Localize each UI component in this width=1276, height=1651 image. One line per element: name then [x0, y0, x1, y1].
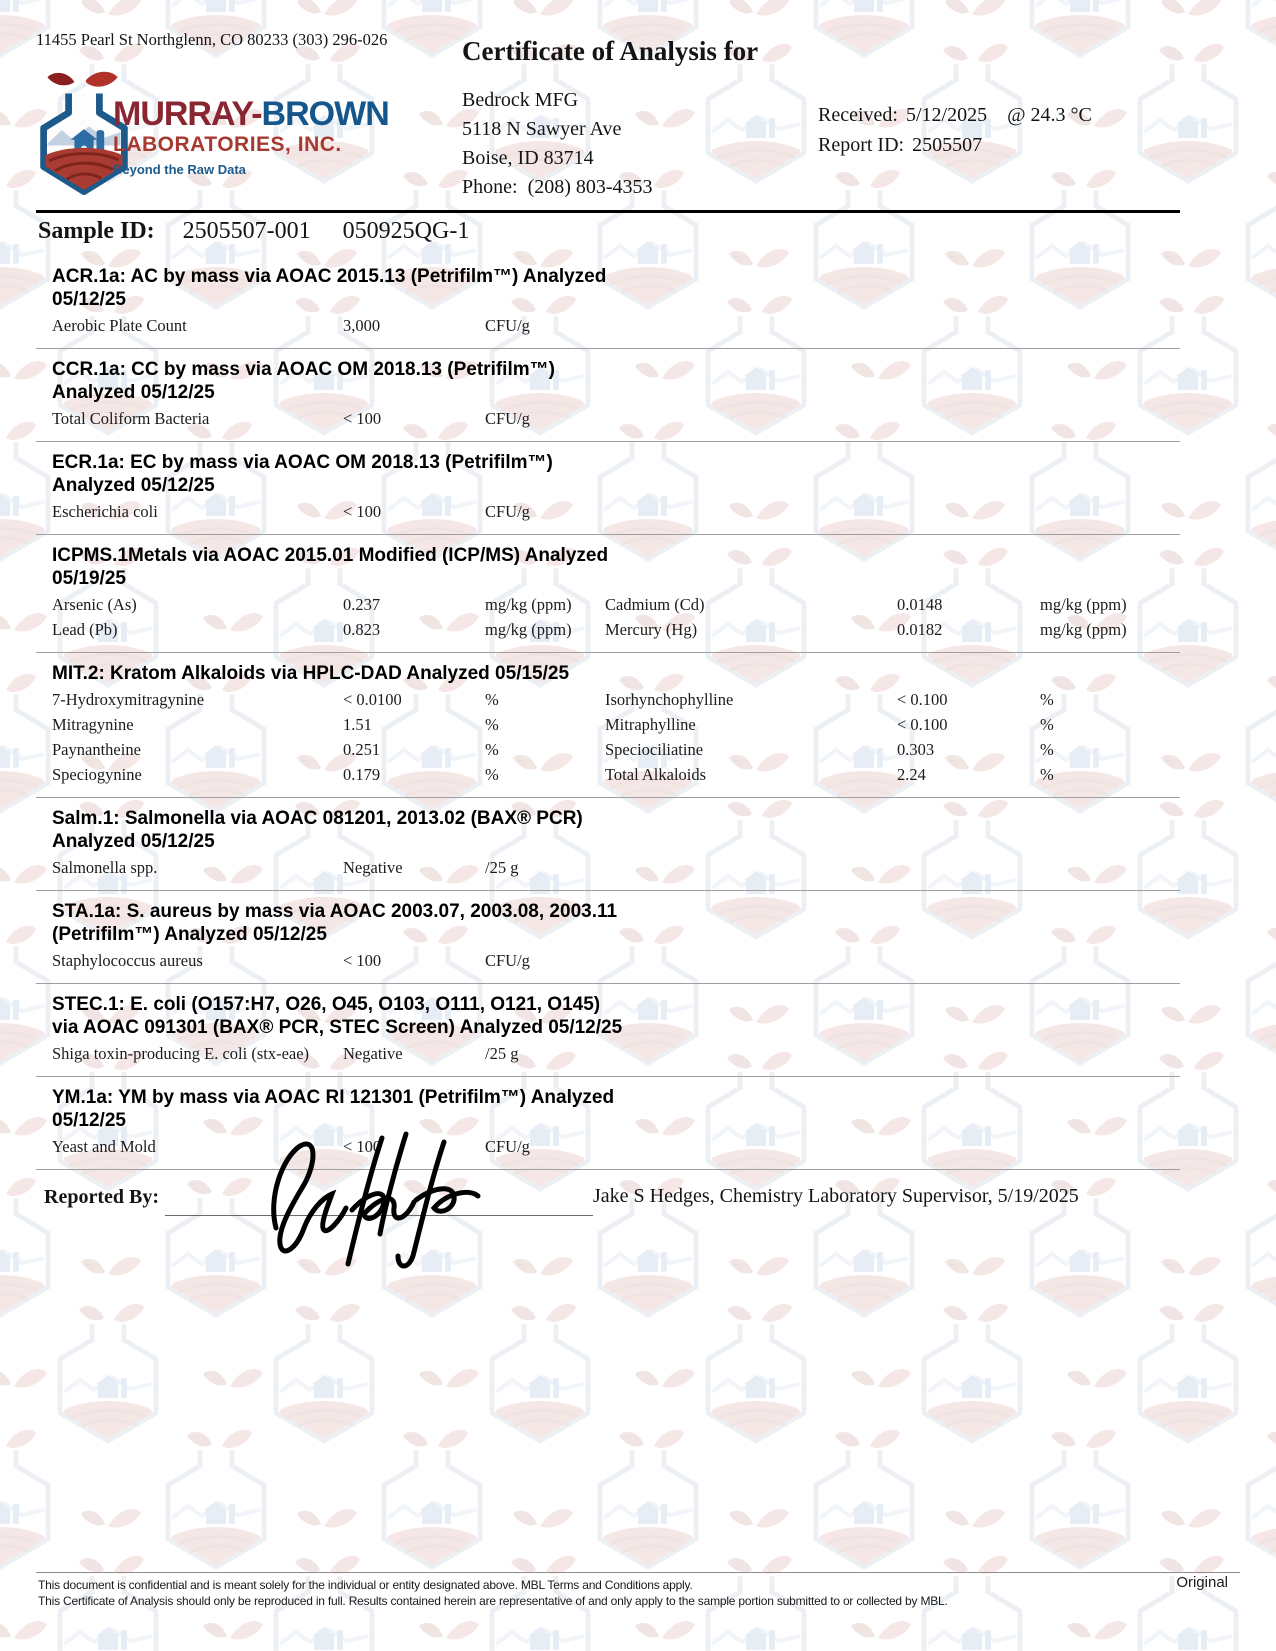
result-value: 0.303 [897, 740, 935, 759]
analyte-name: Mitragynine [52, 715, 134, 734]
section-title-line: Salm.1: Salmonella via AOAC 081201, 2013.02 (BAX® PCR) [52, 808, 583, 829]
analyte-name: 7-Hydroxymitragynine [52, 690, 205, 709]
section-title-line: 05/12/25 [52, 1110, 126, 1131]
result-unit: CFU/g [485, 409, 530, 428]
test-section [36, 349, 1180, 442]
result-value: < 100 [343, 409, 382, 428]
client-phone-line [462, 173, 653, 202]
client-address2: Boise, ID 83714 [462, 147, 594, 169]
analyte-name: Paynantheine [52, 740, 141, 759]
original-label: Original [1176, 1574, 1228, 1591]
result-unit: mg/kg (ppm) [485, 595, 572, 614]
section-title-line: MIT.2: Kratom Alkaloids via HPLC-DAD Analyzed 05/15/25 [52, 663, 570, 684]
section-title-line: via AOAC 091301 (BAX® PCR, STEC Screen) Analyzed 05/12/25 [52, 1017, 623, 1038]
report-id-line [818, 130, 1092, 160]
header-rule [36, 210, 1180, 213]
result-unit: mg/kg (ppm) [1040, 620, 1127, 639]
result-row [36, 765, 1180, 790]
analyte-name: Yeast and Mold [52, 1137, 156, 1156]
result-unit: % [485, 715, 499, 734]
result-unit: % [1040, 740, 1054, 759]
result-value: 2.24 [897, 765, 926, 784]
result-value: 0.251 [343, 740, 381, 759]
client-name: Bedrock MFG [462, 89, 579, 111]
result-unit: mg/kg (ppm) [485, 620, 572, 639]
client-block [462, 86, 653, 202]
section-title [36, 265, 692, 311]
result-unit: CFU/g [485, 316, 530, 335]
analyte-name: Mitraphylline [605, 715, 696, 734]
result-value: < 100 [343, 1137, 382, 1156]
result-row [36, 502, 1180, 527]
section-title-line: CCR.1a: CC by mass via AOAC OM 2018.13 (Petrifilm™) [52, 359, 555, 380]
signature-handwriting [248, 1130, 518, 1270]
sample-id-value: 2505507-001 [182, 218, 311, 244]
section-title-line: 05/12/25 [52, 289, 126, 310]
result-unit: /25 g [485, 1044, 519, 1063]
result-unit: % [485, 740, 499, 759]
result-row [36, 1137, 1180, 1162]
brand-name [113, 96, 389, 132]
result-value: 3,000 [343, 316, 381, 335]
result-unit: mg/kg (ppm) [1040, 595, 1127, 614]
result-unit: CFU/g [485, 502, 530, 521]
section-title [36, 662, 692, 685]
test-section [36, 891, 1180, 984]
sample-id-row [38, 218, 469, 245]
brand-subname: LABORATORIES, INC. [113, 133, 342, 156]
section-title-line: Analyzed 05/12/25 [52, 475, 215, 496]
report-id-label: Report ID: [818, 134, 905, 156]
section-title-line: ACR.1a: AC by mass via AOAC 2015.13 (Petrifilm™) Analyzed [52, 266, 607, 287]
analyte-name: Mercury (Hg) [605, 620, 698, 639]
footer-rule [36, 1572, 1240, 1573]
result-value: < 0.100 [897, 690, 948, 709]
result-value: < 0.100 [897, 715, 948, 734]
analyte-name: Speciociliatine [605, 740, 704, 759]
result-value: 0.179 [343, 765, 381, 784]
section-title-line: STA.1a: S. aureus by mass via AOAC 2003.07, 2003.08, 2003.11 [52, 901, 618, 922]
analyte-name: Speciogynine [52, 765, 142, 784]
client-address1: 5118 N Sawyer Ave [462, 118, 622, 140]
reported-by-label: Reported By: [44, 1186, 159, 1208]
signer-name: Jake S Hedges, Chemistry Laboratory Supervisor, 5/19/2025 [593, 1185, 1079, 1207]
result-row [36, 690, 1180, 715]
analyte-name: Staphylococcus aureus [52, 951, 203, 970]
result-unit: % [1040, 690, 1054, 709]
result-value: < 0.0100 [343, 690, 402, 709]
result-unit: % [1040, 765, 1054, 784]
report-id: 2505507 [912, 134, 983, 156]
result-unit: CFU/g [485, 951, 530, 970]
brand-name-part2: BROWN [261, 95, 389, 133]
result-unit: % [1040, 715, 1054, 734]
footer-line1: This document is confidential and is meant solely for the individual or entity designated above. MBL Terms and Conditions apply. [38, 1578, 693, 1592]
result-row [36, 715, 1180, 740]
section-title-line: STEC.1: E. coli (O157:H7, O26, O45, O103, O111, O121, O145) [52, 994, 601, 1015]
result-value: < 100 [343, 502, 382, 521]
section-title-line: ECR.1a: EC by mass via AOAC OM 2018.13 (Petrifilm™) [52, 452, 553, 473]
test-section [36, 256, 1180, 349]
test-section [36, 442, 1180, 535]
result-row [36, 316, 1180, 341]
section-title-line: ICPMS.1Metals via AOAC 2015.01 Modified (ICP/MS) Analyzed [52, 545, 609, 566]
result-unit: CFU/g [485, 1137, 530, 1156]
analyte-name: Total Alkaloids [605, 765, 707, 784]
analyte-name: Cadmium (Cd) [605, 595, 705, 614]
footer-text [38, 1577, 948, 1609]
result-unit: /25 g [485, 858, 519, 877]
result-row [36, 951, 1180, 976]
result-row [36, 1044, 1180, 1069]
section-title [36, 451, 692, 497]
section-title [36, 993, 692, 1039]
client-phone: (208) 803-4353 [527, 176, 653, 198]
test-section [36, 1077, 1180, 1170]
analyte-name: Total Coliform Bacteria [52, 409, 210, 428]
brand-tagline: Beyond the Raw Data [113, 162, 246, 177]
test-section [36, 535, 1180, 653]
result-value: Negative [343, 1044, 403, 1063]
result-row [36, 858, 1180, 883]
result-value: 1.51 [343, 715, 372, 734]
result-value: Negative [343, 858, 403, 877]
analyte-name: Escherichia coli [52, 502, 158, 521]
sample-id-label: Sample ID: [38, 218, 155, 244]
analyte-name: Salmonella spp. [52, 858, 158, 877]
section-title-line: Analyzed 05/12/25 [52, 382, 215, 403]
result-row [36, 595, 1180, 620]
sample-code: 050925QG-1 [342, 218, 470, 244]
result-unit: % [485, 690, 499, 709]
result-row [36, 409, 1180, 434]
analyte-name: Isorhynchophylline [605, 690, 734, 709]
result-value: 0.237 [343, 595, 381, 614]
section-title [36, 1086, 692, 1132]
section-title [36, 544, 692, 590]
section-title [36, 358, 692, 404]
analyte-name: Shiga toxin-producing E. coli (stx-eae) [52, 1044, 310, 1063]
test-section [36, 798, 1180, 891]
result-row [36, 740, 1180, 765]
footer-line2: This Certificate of Analysis should only be reproduced in full. Results contained herein are representative of and only apply to the sample portion submitted to or collected by MBL. [38, 1594, 948, 1608]
result-value: 0.823 [343, 620, 381, 639]
section-title [36, 900, 692, 946]
client-phone-label: Phone: [462, 176, 518, 198]
result-row [36, 620, 1180, 645]
section-title [36, 807, 692, 853]
certificate-title: Certificate of Analysis for [462, 36, 759, 66]
section-title-line: Analyzed 05/12/25 [52, 831, 215, 852]
received-temp: @ 24.3 °C [1007, 104, 1092, 126]
result-value: < 100 [343, 951, 382, 970]
received-date: 5/12/2025 [905, 104, 988, 126]
lab-address: 11455 Pearl St Northglenn, CO 80233 (303) 296-026 [36, 30, 388, 49]
analyte-name: Arsenic (As) [52, 595, 137, 614]
section-title-line: YM.1a: YM by mass via AOAC RI 121301 (Petrifilm™) Analyzed [52, 1087, 615, 1108]
analyte-name: Aerobic Plate Count [52, 316, 187, 335]
result-value: 0.0148 [897, 595, 943, 614]
section-title-line: 05/19/25 [52, 568, 126, 589]
received-block [818, 100, 1092, 160]
brand-name-part1: MURRAY- [113, 95, 262, 133]
section-title-line: (Petrifilm™) Analyzed 05/12/25 [52, 924, 327, 945]
analyte-name: Lead (Pb) [52, 620, 118, 639]
result-unit: % [485, 765, 499, 784]
received-label: Received: [818, 104, 898, 126]
test-section [36, 984, 1180, 1077]
sections [36, 256, 1180, 1170]
received-line [818, 100, 1092, 130]
lab-wordmark [113, 96, 389, 179]
result-value: 0.0182 [897, 620, 943, 639]
test-section [36, 653, 1180, 798]
